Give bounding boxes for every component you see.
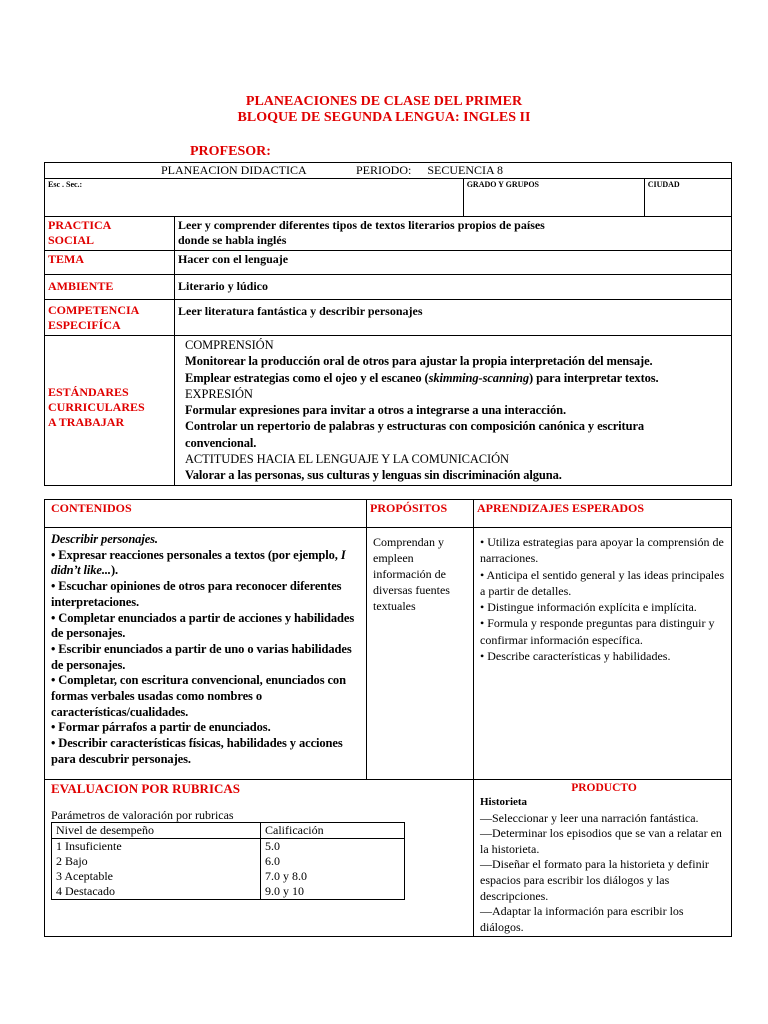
contenidos-item-1a: • Expresar reacciones personales a textos (por ejemplo, [51,547,341,562]
ciudad-cell: CIUDAD [644,179,731,217]
contenidos-table [44,499,732,937]
tema-label: TEMA [45,251,175,275]
estandares-value [175,336,732,486]
practica-value [175,217,732,251]
est-line-3: Formular expresiones para invitar a otros a integrarse a una interacción. [185,403,566,418]
competencia-value: Leer literatura fantástica y describir personajes [175,300,732,336]
contenidos-item-4: • Escribir enunciados a partir de uno o varias habilidades de personajes. [51,641,352,672]
profesor-label: PROFESOR: [190,144,271,159]
aprendizaje-item-4: • Formula y responde preguntas para distinguir y confirmar información específica. [480,616,715,647]
planeacion-label: PLANEACION DIDACTICA [161,163,306,177]
contenidos-item-7: • Describir características físicas, habilidades y acciones para descubrir personajes. [51,736,343,766]
aprendizaje-item-3: • Distingue información explícita e implícita. [480,600,697,615]
aprendizajes-header: APRENDIZAJES ESPERADOS [474,500,732,528]
competencia-label [45,300,175,336]
ambiente-value: Literario y lúdico [175,275,732,300]
estandares-label-1: ESTÁNDARES [48,384,129,399]
est-line-2a: Emplear estrategias como el ojeo y el escaneo ( [185,370,429,385]
practica-value-2: donde se habla inglés [178,233,287,247]
title-line-1: PLANEACIONES DE CLASE DEL PRIMER [245,94,523,109]
est-actitudes: ACTITUDES HACIA EL LENGUAJE Y LA COMUNICACIÓN [185,452,509,467]
est-line-2b: skimming-scanning [428,370,530,385]
planeacion-table [44,162,732,486]
rubrica-table [51,822,405,900]
rubrica-row-2-calif: 6.0 [261,854,405,869]
planeacion-header-row [45,163,732,179]
contenidos-body [45,528,367,780]
rubrica-row-1-nivel: 1 Insuficiente [52,838,261,854]
aprendizajes-body [474,528,732,780]
periodo-label: PERIODO: [356,163,412,177]
col-calificacion: Calificación [261,822,405,838]
rubrica-row-4-nivel: 4 Destacado [52,884,261,900]
contenidos-item-1 [51,548,363,579]
est-line-2c: ) para interpretar textos. [529,370,659,385]
rubrica-row-3-nivel: 3 Aceptable [52,869,261,884]
practica-value-1: Leer y comprender diferentes tipos de textos literarios propios de países [178,218,545,232]
producto-cell [474,780,732,937]
producto-item-2: —Determinar los episodios que se van a relatar en la historieta. [480,826,722,856]
practica-label [45,217,175,251]
est-expresion: EXPRESIÓN [185,386,253,401]
estandares-label-2: CURRICULARES [48,399,145,414]
contenidos-item-6: • Formar párrafos a partir de enunciados. [51,720,271,735]
practica-label-2: SOCIAL [48,233,95,247]
col-nivel: Nivel de desempeño [52,822,261,838]
secuencia-label: SECUENCIA 8 [427,163,504,177]
aprendizaje-item-2: • Anticipa el sentido general y las ideas principales a partir de detalles. [480,567,725,598]
contenidos-item-2: • Escuchar opiniones de otros para reconocer diferentes interpretaciones. [51,579,342,609]
contenidos-item-3: • Completar enunciados a partir de acciones y habilidades de personajes. [51,610,355,641]
producto-item-4: —Adaptar la información para escribir los diálogos. [480,904,684,934]
est-line-1: Monitorear la producción oral de otros para ajustar la propia interpretación del mensaje. [185,354,653,369]
producto-item-1: —Seleccionar y leer una narración fantástica. [480,810,699,825]
rubrica-row-2-nivel: 2 Bajo [52,854,261,869]
contenidos-subtitle: Describir personajes. [51,532,158,546]
est-line-4: Controlar un repertorio de palabras y estructuras con composición canónica y escritura [185,419,645,434]
contenidos-item-5: • Completar, con escritura convencional, enunciados con formas verbales usadas como nombres o características/cualidades. [51,673,346,719]
aprendizaje-item-1: • Utiliza estrategias para apoyar la comprensión de narraciones. [480,535,724,566]
competencia-label-2: ESPECIFÍCA [48,318,121,332]
parametros-label: Parámetros de valoración por rubricas [51,807,234,822]
producto-item-3: —Diseñar el formato para la historieta y definir espacios para escribir los diálogos y las descripciones. [480,857,709,903]
contenidos-item-1b: I didn’t like... [51,547,346,578]
estandares-label [45,336,175,486]
est-comprension: COMPRENSIÓN [185,338,274,352]
est-line-6: Valorar a las personas, sus culturas y lenguas sin discriminación alguna. [185,468,562,483]
rubrica-row-3-calif: 7.0 y 8.0 [261,869,405,884]
producto-header: PRODUCTO [571,782,637,794]
propositos-body: Comprendan y empleen información de diversas fuentes textuales [367,528,474,780]
propositos-header: PROPÓSITOS [367,500,474,528]
evaluacion-header: EVALUACION POR RUBRICAS [51,781,241,796]
contenidos-header: CONTENIDOS [45,500,367,528]
grado-cell: GRADO Y GRUPOS [463,179,644,217]
rubrica-row-4-calif: 9.0 y 10 [261,884,405,900]
practica-label-1: PRACTICA [48,218,112,232]
title-line-2: BLOQUE DE SEGUNDA LENGUA: INGLES II [237,110,531,125]
rubrica-row-1-calif: 5.0 [261,838,405,854]
esc-sec-cell: Esc . Sec.: [45,179,464,217]
tema-value: Hacer con el lenguaje [175,251,732,275]
est-line-2 [185,370,728,386]
competencia-label-1: COMPETENCIA [48,303,140,317]
ambiente-label: AMBIENTE [45,275,175,300]
est-line-5: convencional. [185,435,257,450]
contenidos-item-1c: ). [110,563,119,578]
estandares-label-3: A TRABAJAR [48,414,125,429]
producto-subtitle: Historieta [480,796,528,808]
aprendizaje-item-5: • Describe características y habilidades. [480,649,671,664]
evaluacion-cell [45,780,474,937]
